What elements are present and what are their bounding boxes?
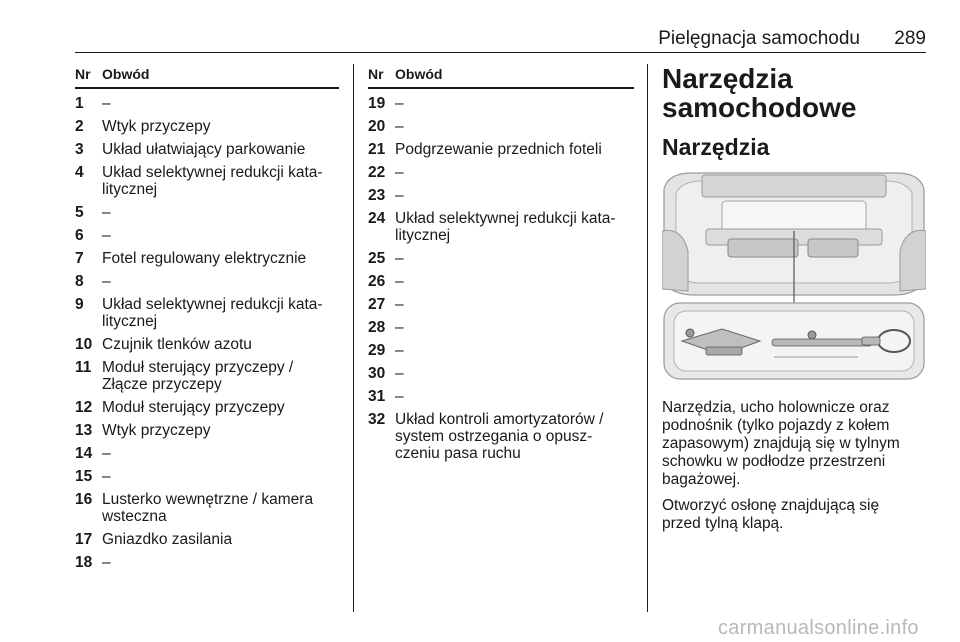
fuse-number: 8 (75, 273, 84, 290)
tools-section (662, 64, 926, 541)
circuit-description: – (395, 319, 404, 336)
watermark: carmanualsonline.info (718, 617, 919, 639)
table-row (368, 250, 634, 267)
circuit-description: – (395, 365, 404, 382)
table-row (75, 491, 339, 525)
circuit-description: – (395, 296, 404, 313)
table-row (368, 319, 634, 336)
table-row (75, 554, 339, 571)
circuit-description: – (395, 164, 404, 181)
fuse-table-2 (368, 66, 634, 468)
fuse-number: 3 (75, 141, 84, 158)
page-header (75, 26, 926, 53)
section-subheading: Narzędzia (662, 134, 770, 160)
fuse-number: 16 (75, 491, 93, 508)
fuse-number: 2 (75, 118, 84, 135)
table-row (75, 273, 339, 290)
circuit-description: Lusterko wewnętrzne / kamera wsteczna (102, 491, 314, 525)
fuse-number: 10 (75, 336, 93, 353)
fuse-number: 24 (368, 210, 386, 227)
table-row (368, 118, 634, 135)
circuit-description: – (102, 273, 111, 290)
circuit-description: Gniazdko zasilania (102, 531, 233, 548)
table-row (368, 210, 634, 244)
table-row (368, 365, 634, 382)
fuse-number: 28 (368, 319, 386, 336)
table-row (75, 227, 339, 244)
column-divider (353, 64, 354, 612)
table-header (75, 66, 339, 89)
fuse-number: 18 (75, 554, 93, 571)
table-row (75, 422, 339, 439)
table-row (75, 399, 339, 416)
circuit-description: – (395, 273, 404, 290)
section-heading: Narzędzia samochodowe (662, 63, 857, 123)
table-row (368, 141, 634, 158)
fuse-number: 29 (368, 342, 386, 359)
page-title: Pielęgnacja samochodu (658, 28, 860, 49)
header-desc: Obwód (102, 66, 150, 82)
table-row (368, 342, 634, 359)
circuit-description: Wtyk przyczepy (102, 118, 211, 135)
circuit-description: Układ ułatwiający parkowanie (102, 141, 306, 158)
circuit-description: – (395, 250, 404, 267)
fuse-number: 32 (368, 411, 386, 428)
table-row (75, 118, 339, 135)
circuit-description: Moduł sterujący przyczepy / Złącze przyczepy (102, 359, 294, 393)
fuse-number: 11 (75, 359, 92, 376)
circuit-description: – (395, 388, 404, 405)
circuit-description: Układ kontroli amortyzatorów / system ostrzegania o opusz- czeniu pasa ruchu (395, 411, 604, 462)
paragraph-tools-location: Narzędzia, ucho holownicze oraz podnośnik (tylko pojazdy z kołem zapasowym) znajdują się w tylnym schowku w podłodze przestrzeni bagażowej. (662, 399, 900, 488)
circuit-description: – (102, 554, 111, 571)
fuse-number: 14 (75, 445, 93, 462)
fuse-number: 27 (368, 296, 386, 313)
fuse-number: 15 (75, 468, 93, 485)
circuit-description: – (395, 118, 404, 135)
fuse-number: 22 (368, 164, 386, 181)
fuse-number: 4 (75, 164, 84, 181)
fuse-number: 12 (75, 399, 93, 416)
table-row (75, 164, 339, 198)
circuit-description: Wtyk przyczepy (102, 422, 211, 439)
table-row (368, 164, 634, 181)
circuit-description: – (395, 95, 404, 112)
fuse-number: 30 (368, 365, 386, 382)
fuse-number: 9 (75, 296, 84, 313)
fuse-number: 25 (368, 250, 386, 267)
fuse-number: 26 (368, 273, 386, 290)
header-nr: Nr (368, 66, 384, 82)
fuse-number: 6 (75, 227, 84, 244)
table-row (368, 296, 634, 313)
fuse-table-1 (75, 66, 339, 577)
trunk-tools-illustration (662, 171, 926, 381)
fuse-number: 5 (75, 204, 84, 221)
circuit-description: – (102, 204, 111, 221)
fuse-number: 13 (75, 422, 93, 439)
circuit-description: Moduł sterujący przyczepy (102, 399, 285, 416)
circuit-description: Układ selektywnej redukcji kata- litycznej (102, 296, 323, 330)
table-row (75, 336, 339, 353)
fuse-number: 1 (75, 95, 84, 112)
fuse-number: 23 (368, 187, 386, 204)
circuit-description: – (102, 227, 111, 244)
table-row (368, 95, 634, 112)
header-desc: Obwód (395, 66, 443, 82)
paragraph-open-cover: Otworzyć osłonę znajdującą się przed tylną klapą. (662, 497, 880, 532)
fuse-number: 7 (75, 250, 84, 267)
circuit-description: – (102, 445, 111, 462)
table-row (75, 359, 339, 393)
fuse-number: 21 (368, 141, 386, 158)
circuit-description: – (395, 187, 404, 204)
table-row (368, 411, 634, 462)
table-row (75, 531, 339, 548)
table-row (75, 250, 339, 267)
fuse-number: 20 (368, 118, 386, 135)
circuit-description: Układ selektywnej redukcji kata- litycznej (395, 210, 616, 244)
circuit-description: – (102, 95, 111, 112)
fuse-number: 19 (368, 95, 386, 112)
table-row (75, 468, 339, 485)
table-row (75, 95, 339, 112)
table-row (368, 388, 634, 405)
table-row (75, 141, 339, 158)
circuit-description: – (395, 342, 404, 359)
table-row (75, 445, 339, 462)
table-row (75, 296, 339, 330)
circuit-description: Czujnik tlenków azotu (102, 336, 252, 353)
table-row (75, 204, 339, 221)
circuit-description: Fotel regulowany elektrycznie (102, 250, 307, 267)
circuit-description: – (102, 468, 111, 485)
circuit-description: Układ selektywnej redukcji kata- litycznej (102, 164, 323, 198)
fuse-number: 31 (368, 388, 386, 405)
fuse-number: 17 (75, 531, 93, 548)
circuit-description: Podgrzewanie przednich foteli (395, 141, 602, 158)
table-row (368, 273, 634, 290)
header-nr: Nr (75, 66, 91, 82)
page-number: 289 (894, 28, 926, 49)
table-row (368, 187, 634, 204)
column-divider (647, 64, 648, 612)
table-header (368, 66, 634, 89)
